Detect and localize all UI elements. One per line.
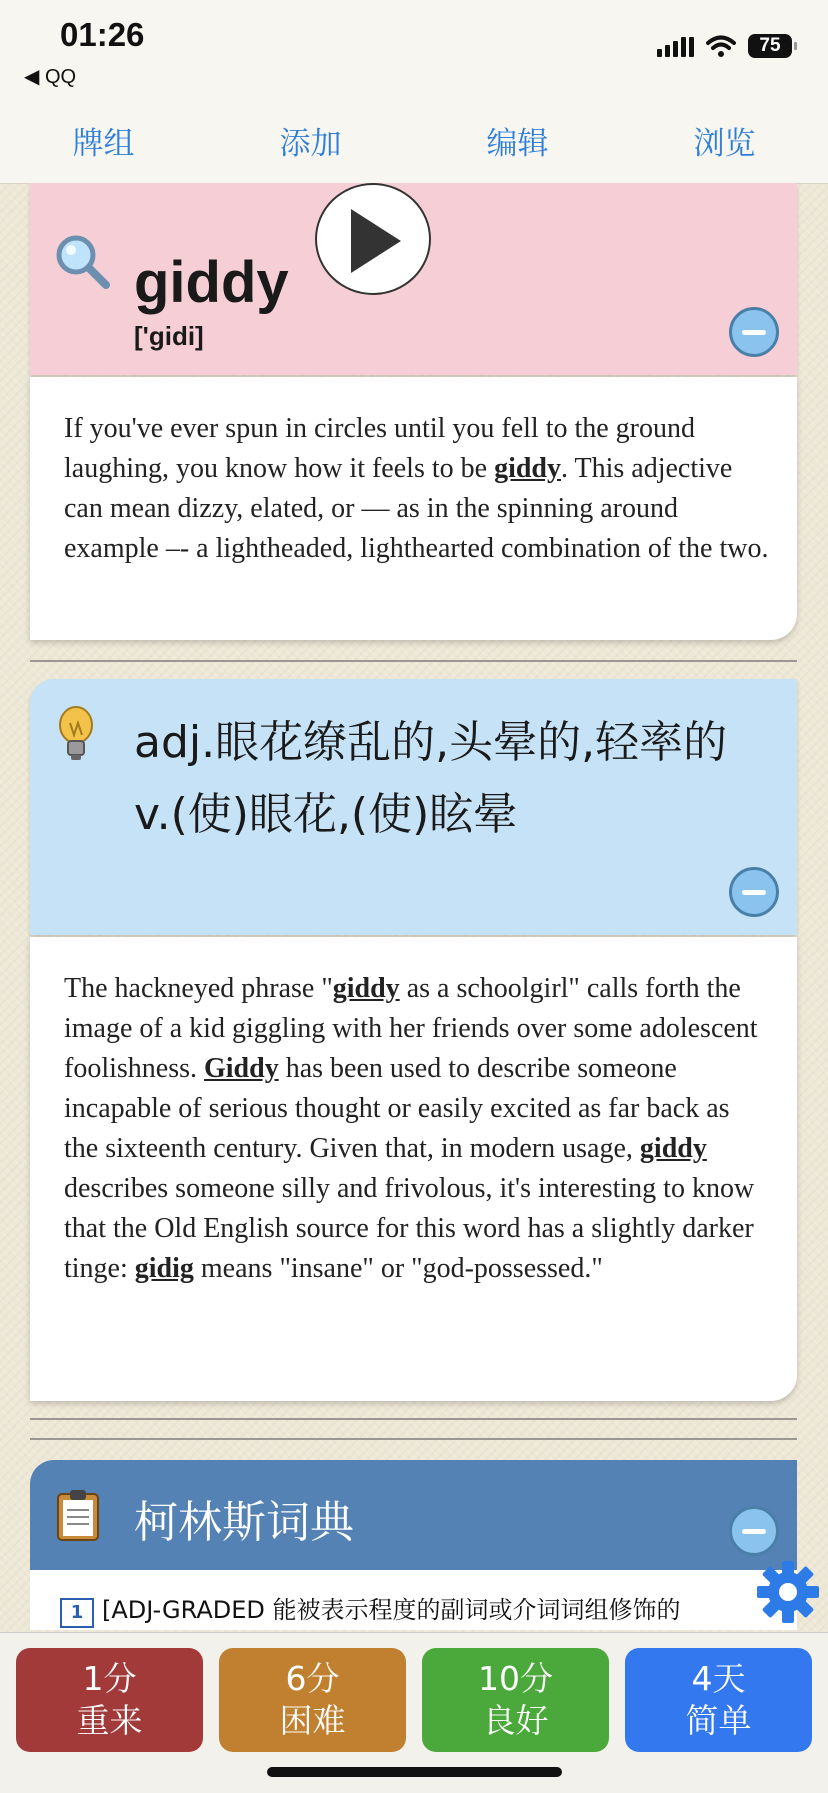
good-button[interactable]: [422, 1648, 609, 1752]
keyword: Giddy: [204, 1053, 279, 1084]
entry-text: [ADJ-GRADED 能被表示程度的副词或介词词组修饰的: [102, 1596, 681, 1624]
phonetic: ['gidi]: [134, 321, 204, 351]
answer-interval: 10分: [478, 1659, 553, 1698]
answer-interval: 1分: [82, 1659, 137, 1698]
text-segment: describes someone silly and frivolous, it's interesting to know that the Old English source for this word has a slightly darker tinge:: [64, 1173, 755, 1284]
answer-interval: 6分: [285, 1659, 340, 1698]
easy-button[interactable]: [625, 1648, 812, 1752]
text-segment: means "insane" or "god-possessed.": [193, 1253, 603, 1284]
top-nav: [0, 118, 828, 163]
minus-icon[interactable]: [729, 307, 779, 357]
text-segment: has been used to describe someone incapable of serious thought or easily excited as far back as the sixteenth century. Given that, in modern usage,: [64, 1053, 730, 1164]
meaning-header: [30, 679, 797, 935]
text-segment: . This adjective can mean dizzy, elated, or — as in the spinning around example –- a lightheaded, lighthearted combination of the two.: [64, 453, 769, 564]
text-segment: as a schoolgirl" calls forth the image of a kid giggling with her friends over some adolescent foolishness.: [64, 973, 758, 1084]
divider: [30, 1438, 797, 1440]
answer-label: 良好: [482, 1701, 549, 1740]
play-icon[interactable]: [315, 183, 431, 295]
keyword: giddy: [332, 973, 400, 1004]
again-button[interactable]: [16, 1648, 203, 1752]
keyword: giddy: [494, 453, 561, 484]
minus-icon[interactable]: [729, 867, 779, 917]
status-time: 01:26: [60, 16, 145, 53]
battery-icon: 75: [748, 34, 792, 58]
nav-browse[interactable]: 浏览: [693, 126, 756, 161]
etymology-card: [30, 937, 797, 1401]
keyword: gidig: [134, 1253, 194, 1284]
nav-decks[interactable]: 牌组: [72, 126, 135, 161]
signal-icon: [657, 35, 694, 57]
headword: giddy: [134, 250, 289, 315]
lightbulb-icon: [56, 705, 96, 765]
magnifier-icon[interactable]: [52, 231, 112, 291]
meaning-text: [134, 707, 757, 851]
nav-add[interactable]: 添加: [279, 126, 342, 161]
word-description-card: [30, 377, 797, 640]
keyword: giddy: [639, 1133, 707, 1164]
top-bar: [0, 0, 828, 184]
answer-label: 简单: [685, 1701, 752, 1740]
nav-edit[interactable]: 编辑: [486, 126, 549, 161]
hard-button[interactable]: [219, 1648, 406, 1752]
etymology-text: [64, 969, 769, 1289]
answer-label: 重来: [76, 1701, 143, 1740]
clipboard-icon: [56, 1488, 100, 1542]
answer-label: 困难: [279, 1701, 346, 1740]
gear-icon[interactable]: [756, 1560, 820, 1624]
answer-interval: 4天: [691, 1659, 746, 1698]
collins-entry: [60, 1590, 681, 1628]
status-icons: [657, 34, 792, 58]
meaning-line: v.(使)眼花,(使)眩晕: [134, 789, 518, 840]
word-header: [30, 183, 797, 375]
collins-body: [30, 1570, 797, 1630]
minus-icon[interactable]: [729, 1506, 779, 1556]
text-segment: The hackneyed phrase ": [64, 973, 333, 1004]
text-segment: If you've ever spun in circles until you fell to the ground laughing, you know how it feels to be: [64, 413, 695, 484]
meaning-line: adj.眼花缭乱的,头晕的,轻率的: [134, 717, 728, 768]
divider: [30, 1418, 797, 1420]
collins-title: 柯林斯词典: [134, 1497, 354, 1548]
divider: [30, 660, 797, 662]
back-to-app-link[interactable]: ◀ QQ: [24, 66, 77, 88]
wifi-icon: [706, 35, 736, 57]
collins-header: [30, 1460, 797, 1570]
home-indicator[interactable]: [267, 1767, 562, 1777]
word-description: [64, 409, 769, 569]
entry-number: 1: [60, 1598, 94, 1628]
